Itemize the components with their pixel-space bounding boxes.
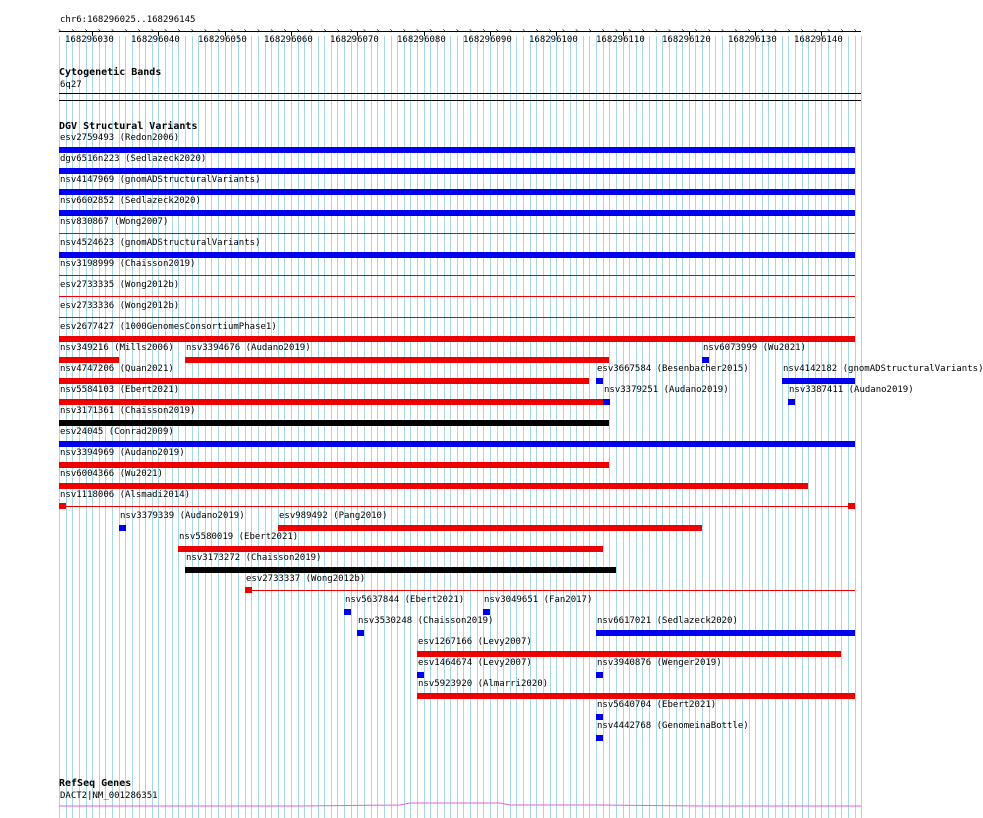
feature-bar[interactable] (59, 462, 609, 468)
feature-label[interactable]: nsv3171361 (Chaisson2019) (60, 406, 196, 416)
feature-cap-start[interactable] (59, 503, 66, 509)
feature-label[interactable]: nsv830867 (Wong2007) (60, 217, 169, 227)
location-label: chr6:168296025..168296145 (60, 15, 196, 25)
feature-label[interactable]: nsv4524623 (gnomADStructuralVariants) (60, 238, 261, 248)
feature-bar[interactable] (417, 693, 855, 699)
ruler-arrow: › (759, 26, 765, 35)
feature-label[interactable]: esv24045 (Conrad2009) (60, 427, 174, 437)
feature-bar[interactable] (278, 525, 702, 531)
feature-label[interactable]: nsv3173272 (Chaisson2019) (186, 553, 322, 563)
ruler-arrow: › (441, 26, 447, 35)
feature-label[interactable]: nsv5923920 (Almarri2020) (418, 679, 549, 689)
ruler-arrow: › (308, 26, 314, 35)
feature-label[interactable]: esv989492 (Pang2010) (279, 511, 388, 521)
ruler-arrow: › (574, 26, 579, 35)
feature-label[interactable]: nsv3379339 (Audano2019) (120, 511, 245, 521)
feature-label[interactable]: nsv4747206 (Quan2021) (60, 364, 174, 374)
ruler-arrow: › (706, 26, 712, 35)
ruler-arrow: › (216, 26, 221, 35)
ruler-tick-label: 168296040 (131, 35, 180, 45)
feature-bar[interactable] (119, 525, 126, 531)
ruler-arrow: › (693, 26, 699, 35)
ruler-arrow: › (229, 26, 235, 35)
feature-bar[interactable] (59, 483, 808, 489)
feature-bar[interactable] (59, 378, 589, 384)
ruler-arrow: › (494, 26, 500, 35)
feature-label[interactable]: nsv5584103 (Ebert2021) (60, 385, 180, 395)
feature-bar[interactable] (417, 672, 424, 678)
feature-label[interactable]: nsv349216 (Mills2006) (60, 343, 174, 353)
feature-bar[interactable] (59, 441, 855, 447)
feature-bar[interactable] (344, 609, 351, 615)
feature-label[interactable]: nsv6617021 (Sedlazeck2020) (597, 616, 738, 626)
ruler-arrow: › (733, 26, 739, 35)
feature-label[interactable]: esv2733337 (Wong2012b) (246, 574, 366, 584)
ruler-arrow: › (322, 26, 328, 35)
feature-label[interactable]: nsv3049651 (Fan2017) (484, 595, 593, 605)
ruler-arrow: › (468, 26, 473, 35)
feature-bar[interactable] (59, 357, 119, 363)
ruler-tick-label: 168296060 (264, 35, 313, 45)
ruler-arrow: › (812, 26, 818, 35)
cytobands-track-title: Cytogenetic Bands (59, 67, 162, 78)
feature-label[interactable]: esv2677427 (1000GenomesConsortiumPhase1) (60, 322, 277, 332)
ruler-arrow: › (361, 26, 367, 35)
ruler-arrow: › (96, 26, 102, 35)
feature-bar[interactable] (702, 357, 709, 363)
ruler-arrow: › (600, 26, 606, 35)
ruler-arrow: › (202, 26, 208, 35)
ruler-arrow: › (110, 26, 115, 35)
ruler-arrow: › (826, 26, 831, 35)
feature-bar[interactable] (59, 420, 609, 426)
feature-label[interactable]: nsv5640704 (Ebert2021) (597, 700, 717, 710)
gene-model[interactable] (0, 800, 890, 810)
feature-cap-end[interactable] (848, 503, 855, 509)
feature-bar[interactable] (603, 399, 610, 405)
feature-label[interactable]: nsv4147969 (gnomADStructuralVariants) (60, 175, 261, 185)
ruler-arrow: › (507, 26, 513, 35)
feature-bar[interactable] (59, 399, 603, 405)
ruler-arrow: › (773, 26, 778, 35)
feature-label[interactable]: nsv3387411 (Audano2019) (789, 385, 914, 395)
feature-bar[interactable] (59, 168, 855, 174)
feature-label[interactable]: nsv3394969 (Audano2019) (60, 448, 185, 458)
ruler-arrow: › (454, 26, 460, 35)
feature-label[interactable]: esv1267166 (Levy2007) (418, 637, 532, 647)
feature-line[interactable] (245, 590, 855, 591)
feature-bar[interactable] (59, 189, 855, 195)
ruler-arrow: › (680, 26, 686, 35)
ruler-arrow: › (627, 26, 632, 35)
ruler-arrow: › (415, 26, 420, 35)
feature-bar[interactable] (483, 609, 490, 615)
feature-label[interactable]: nsv4142182 (gnomADStructuralVariants) (783, 364, 983, 374)
ruler-arrow: › (613, 26, 619, 35)
feature-label[interactable]: nsv4442768 (GenomeinaBottle) (597, 721, 749, 731)
feature-line[interactable] (59, 233, 855, 234)
feature-bar[interactable] (788, 399, 795, 405)
ruler-tick-label: 168296080 (397, 35, 446, 45)
feature-label[interactable]: nsv3379251 (Audano2019) (604, 385, 729, 395)
ruler-arrow: › (123, 26, 129, 35)
feature-label[interactable]: dgv6516n223 (Sedlazeck2020) (60, 154, 207, 164)
cytoband-label: 6q27 (60, 80, 82, 90)
feature-bar[interactable] (59, 210, 855, 216)
cytoband-line (59, 93, 861, 94)
track-divider (59, 100, 861, 101)
feature-label[interactable]: nsv5637844 (Ebert2021) (345, 595, 465, 605)
feature-label[interactable]: nsv3940876 (Wenger2019) (597, 658, 722, 668)
ruler-arrow: › (388, 26, 394, 35)
ruler-arrow: › (348, 26, 354, 35)
ruler-arrow: › (269, 26, 274, 35)
feature-label[interactable]: esv2733335 (Wong2012b) (60, 280, 180, 290)
feature-bar[interactable] (59, 336, 855, 342)
ruler-tick-label: 168296130 (728, 35, 777, 45)
ruler-arrow: › (136, 26, 142, 35)
feature-label[interactable]: esv2759493 (Redon2006) (60, 133, 180, 143)
ruler-arrow: › (534, 26, 540, 35)
feature-label[interactable]: esv3667584 (Besenbacher2015) (597, 364, 749, 374)
ruler-arrow: › (255, 26, 261, 35)
feature-label[interactable]: nsv3394676 (Audano2019) (186, 343, 311, 353)
ruler-tick-label: 168296120 (662, 35, 711, 45)
feature-bar[interactable] (185, 357, 609, 363)
ruler-arrow: › (560, 26, 566, 35)
ruler-arrow: › (176, 26, 182, 35)
feature-bar[interactable] (596, 378, 603, 384)
ruler-arrow: › (401, 26, 407, 35)
feature-label[interactable]: nsv6602852 (Sedlazeck2020) (60, 196, 201, 206)
ruler-arrow: › (428, 26, 434, 35)
feature-bar[interactable] (417, 651, 841, 657)
ruler-arrow: › (335, 26, 341, 35)
ruler-arrow: › (666, 26, 672, 35)
ruler-tick-label: 168296110 (596, 35, 645, 45)
ruler-arrow: › (242, 26, 248, 35)
refseq-track-title: RefSeq Genes (59, 778, 132, 789)
feature-bar[interactable] (59, 252, 855, 258)
ruler-arrow: › (746, 26, 752, 35)
ruler-arrow: › (83, 26, 89, 35)
ruler-arrow: › (653, 26, 659, 35)
gene-label[interactable]: DACT2|NM_001286351 (60, 791, 158, 801)
dgv-track-title: DGV Structural Variants (59, 121, 198, 132)
feature-label[interactable]: nsv5580019 (Ebert2021) (179, 532, 299, 542)
feature-label[interactable]: esv2733336 (Wong2012b) (60, 301, 180, 311)
ruler-tick-label: 168296030 (65, 35, 114, 45)
ruler-arrow: › (799, 26, 805, 35)
ruler-arrow: › (786, 26, 792, 35)
ruler-arrow: › (481, 26, 487, 35)
ruler-arrow: › (839, 26, 845, 35)
ruler-tick-label: 168296050 (198, 35, 247, 45)
feature-bar[interactable] (59, 147, 855, 153)
ruler-arrow: › (521, 26, 526, 35)
feature-bar[interactable] (782, 378, 855, 384)
ruler-arrow: › (163, 26, 168, 35)
feature-label[interactable]: nsv1118006 (Alsmadi2014) (60, 490, 191, 500)
ruler-tick-label: 168296090 (463, 35, 512, 45)
feature-cap-start[interactable] (245, 587, 252, 593)
feature-label[interactable]: esv1464674 (Levy2007) (418, 658, 532, 668)
feature-label[interactable]: nsv6073999 (Wu2021) (703, 343, 806, 353)
feature-line[interactable] (59, 296, 855, 297)
feature-line[interactable] (59, 317, 855, 318)
ruler-arrow: › (70, 26, 76, 35)
feature-bar[interactable] (596, 630, 855, 636)
ruler-arrow: › (640, 26, 646, 35)
ruler-tick-label: 168296100 (529, 35, 578, 45)
feature-line[interactable] (59, 506, 855, 507)
feature-bar[interactable] (596, 672, 603, 678)
ruler-arrow: › (720, 26, 725, 35)
ruler-arrow: › (149, 26, 155, 35)
feature-bar[interactable] (357, 630, 364, 636)
feature-line[interactable] (59, 275, 855, 276)
ruler-arrow: › (282, 26, 288, 35)
ruler-tick-label: 168296070 (330, 35, 379, 45)
feature-bar[interactable] (596, 735, 603, 741)
ruler-arrow: › (57, 26, 62, 35)
feature-bar[interactable] (596, 714, 603, 720)
ruler-arrow: › (547, 26, 553, 35)
ruler-arrow: › (587, 26, 593, 35)
ruler-arrow: › (189, 26, 195, 35)
feature-bar[interactable] (185, 567, 616, 573)
feature-bar[interactable] (178, 546, 603, 552)
feature-label[interactable]: nsv3198999 (Chaisson2019) (60, 259, 196, 269)
ruler-arrow: › (375, 26, 381, 35)
ruler-arrow: › (852, 26, 858, 35)
feature-label[interactable]: nsv3530248 (Chaisson2019) (358, 616, 494, 626)
feature-label[interactable]: nsv6004366 (Wu2021) (60, 469, 163, 479)
ruler-tick-label: 168296140 (794, 35, 843, 45)
ruler-arrow: › (295, 26, 301, 35)
